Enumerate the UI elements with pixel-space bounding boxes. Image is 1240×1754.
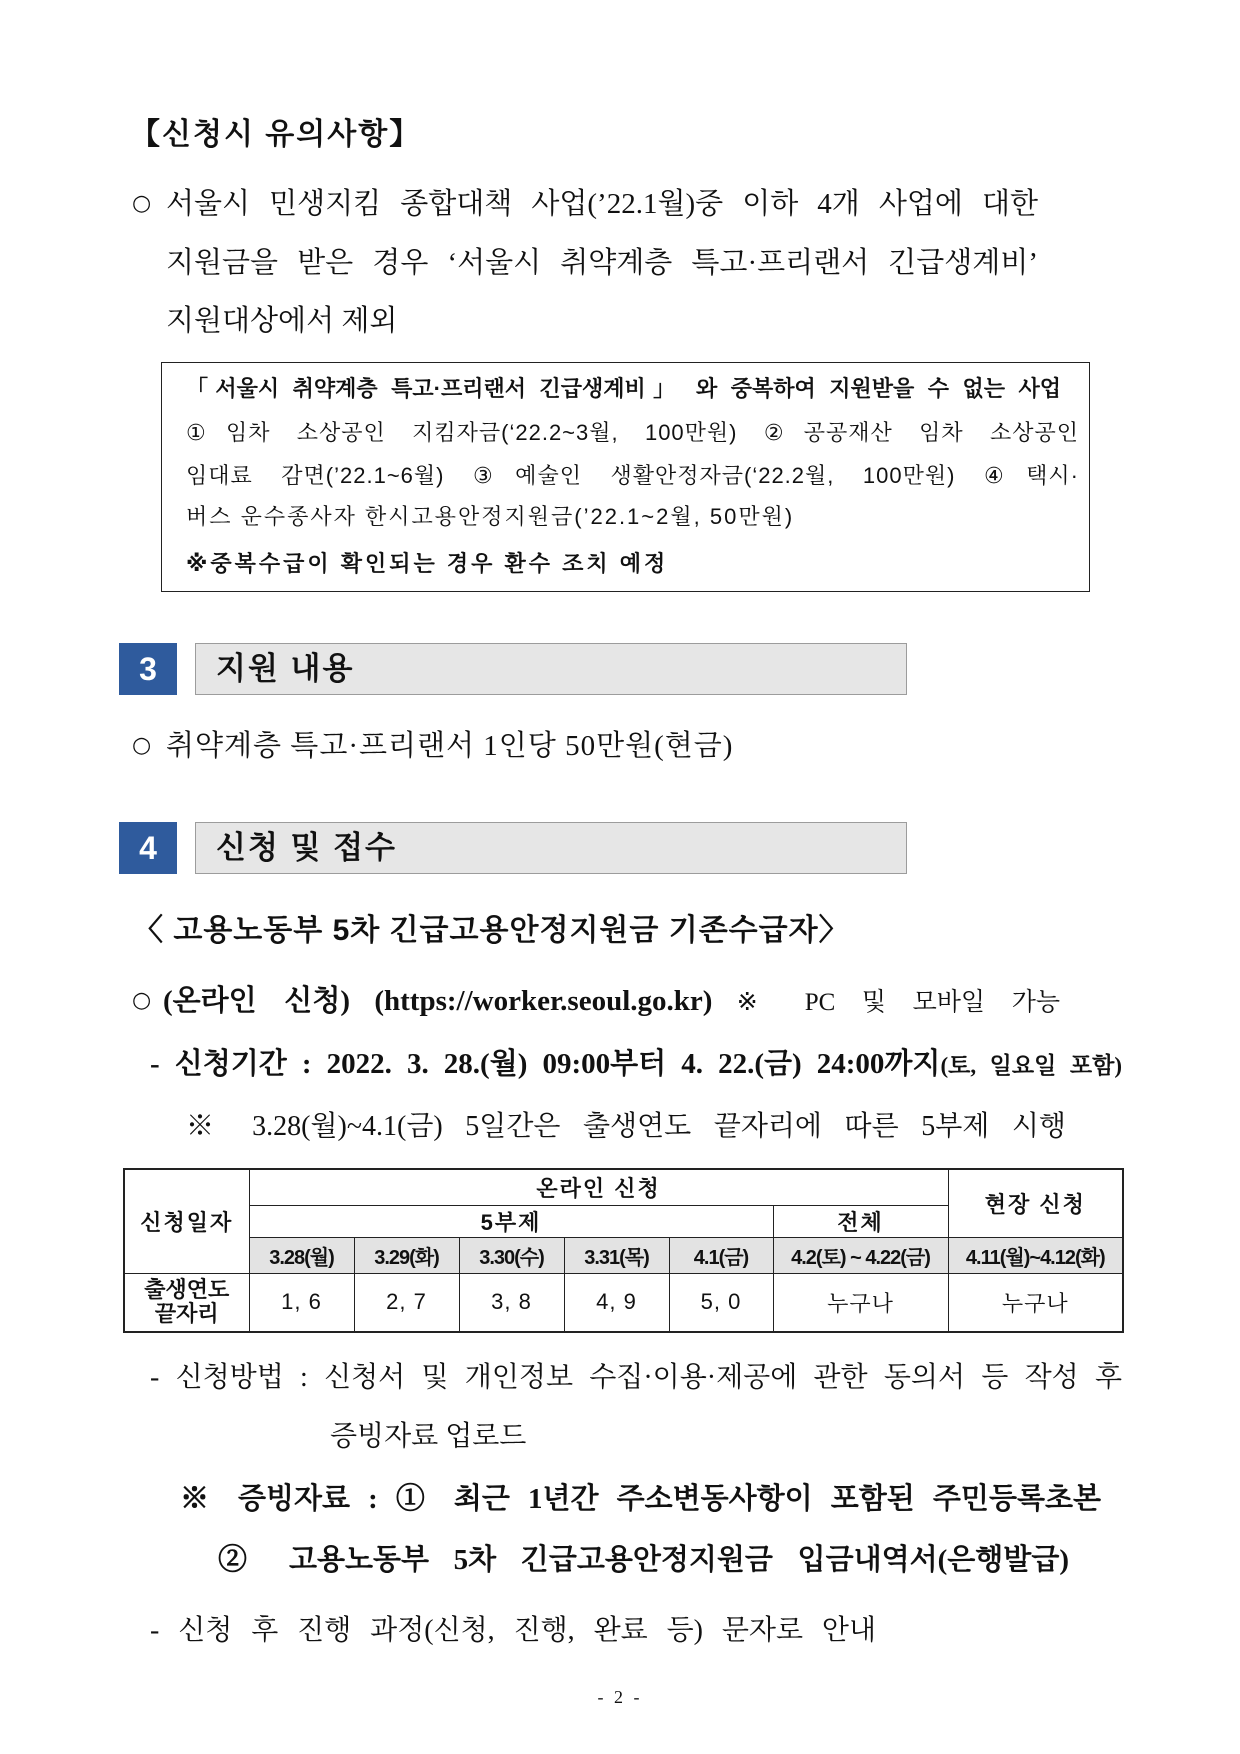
evidence-line-2: ② 고용노동부 5차 긴급고용안정지원금 입금내역서(은행발급) (218, 1544, 1069, 1576)
date-cell: 3.31(목) (564, 1237, 669, 1273)
box-heading: 「서울시 취약계층 특고·프리랜서 긴급생계비」 와 중복하여 지원받을 수 없는 사업 (186, 376, 1061, 401)
rotation-system-note: ※ 3.28(월)~4.1(금) 5일간은 출생연도 끝자리에 따른 5부제 시행 (186, 1111, 1066, 1142)
existing-recipient-subheading: 〈 고용노동부 5차 긴급고용안정지원금 기존수급자〉 (133, 914, 850, 947)
application-period-line (150, 1044, 1122, 1084)
th-five-day-rotation: 5부제 (249, 1205, 773, 1237)
section-3-bullet-icon: ○ (132, 733, 152, 758)
birth-header-line-2: 끝자리 (154, 1301, 219, 1327)
birth-digit-cell: 누구나 (773, 1273, 948, 1332)
table-birth-year-row (124, 1273, 1123, 1332)
date-cell: 3.28(월) (249, 1237, 354, 1273)
th-birth-year-last-digit (124, 1273, 249, 1332)
box-line-2: 임대료 감면(’22.1~6월) ③예술인 생활안정자금(‘22.2월, 100만원) ④택시· (186, 463, 1079, 488)
notice-line-2: 지원금을 받은 경우 ‘서울시 취약계층 특고·프리랜서 긴급생계비’ (166, 247, 1038, 279)
box-line-3: 버스 운수종사자 한시고용안정지원금(’22.1~2월, 50만원) (186, 504, 795, 529)
application-method-line-1: - 신청방법 : 신청서 및 개인정보 수집·이용·제공에 관한 동의서 등 작성 후 (150, 1362, 1122, 1393)
box-line-1: ①임차 소상공인 지킴자금(‘22.2~3월, 100만원) ②공공재산 임차 소상공인 (186, 420, 1079, 445)
birth-digit-cell: 3, 8 (459, 1273, 564, 1332)
birth-digit-cell: 4, 9 (564, 1273, 669, 1332)
table-header-row-1 (124, 1169, 1123, 1205)
date-cell: 4.2(토) ~ 4.22(금) (773, 1237, 948, 1273)
progress-notice: - 신청 후 진행 과정(신청, 진행, 완료 등) 문자로 안내 (150, 1615, 876, 1646)
date-cell: 4.11(월)~4.12(화) (948, 1237, 1123, 1273)
online-application-url: (https://worker.seoul.go.kr) (374, 985, 713, 1017)
section-4-number-badge: 4 (119, 822, 177, 874)
notice-line-1: 서울시 민생지킴 종합대책 사업(’22.1월)중 이하 4개 사업에 대한 (166, 188, 1038, 220)
online-bullet-icon: ○ (132, 988, 152, 1013)
notice-title: 【신청시 유의사항】 (130, 118, 422, 151)
th-application-date: 신청일자 (124, 1169, 249, 1273)
online-application-line (163, 981, 1060, 1021)
online-device-note: ※ PC 및 모바일 가능 (736, 989, 1060, 1016)
notice-line-3: 지원대상에서 제외 (166, 305, 398, 337)
birth-digit-cell: 1, 6 (249, 1273, 354, 1332)
section-3-number-badge: 3 (119, 643, 177, 695)
birth-header-line-1: 출생연도 (144, 1277, 230, 1303)
application-period: - 신청기간 : 2022. 3. 28.(월) 09:00부터 4. 22.(금) 24:00까지 (150, 1048, 941, 1080)
application-method-line-2: 증빙자료 업로드 (330, 1421, 527, 1452)
birth-digit-cell: 5, 0 (669, 1273, 773, 1332)
date-cell: 3.29(화) (354, 1237, 459, 1273)
evidence-line-1: ※ 증빙자료 : ① 최근 1년간 주소변동사항이 포함된 주민등록초본 (180, 1483, 1101, 1515)
th-everyone: 전체 (773, 1205, 948, 1237)
birth-digit-cell: 누구나 (948, 1273, 1123, 1332)
section-4-title: 신청 및 접수 (195, 822, 907, 874)
th-onsite-application: 현장 신청 (948, 1169, 1123, 1237)
table-date-row (124, 1237, 1123, 1273)
th-online-application: 온라인 신청 (249, 1169, 948, 1205)
support-amount-text: 취약계층 특고·프리랜서 1인당 50만원(현금) (166, 730, 734, 762)
birth-digit-cell: 2, 7 (354, 1273, 459, 1332)
date-cell: 3.30(수) (459, 1237, 564, 1273)
online-application-label: (온라인 신청) (163, 985, 350, 1017)
box-footnote: ※중복수급이 확인되는 경우 환수 조치 예정 (186, 551, 669, 576)
notice-bullet-icon: ○ (132, 191, 152, 216)
application-schedule-table (123, 1168, 1124, 1333)
application-period-note: (토, 일요일 포함) (940, 1053, 1122, 1078)
section-3-title: 지원 내용 (195, 643, 907, 695)
page-number: - 2 - (597, 1687, 643, 1707)
date-cell: 4.1(금) (669, 1237, 773, 1273)
